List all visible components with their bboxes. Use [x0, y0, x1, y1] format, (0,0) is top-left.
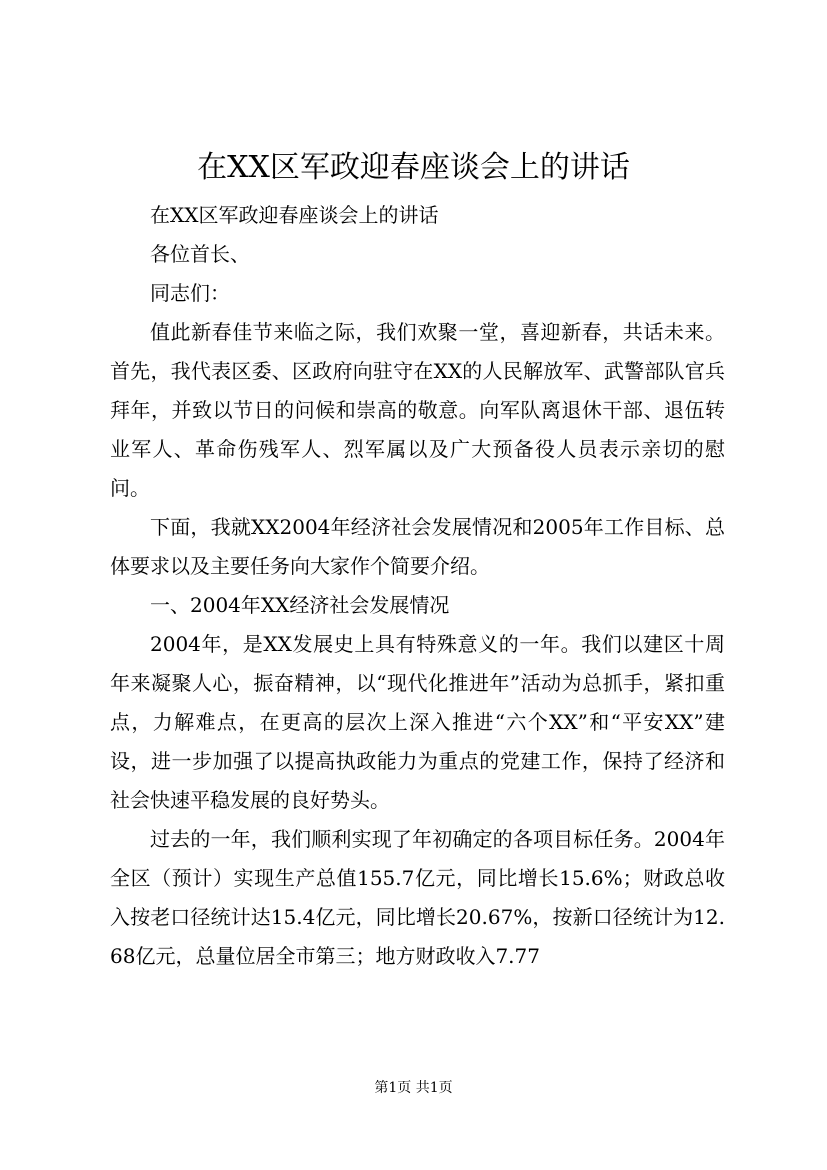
page-footer: 第1页 共1页 — [374, 1080, 453, 1096]
paragraph-salutation-2: 同志们： — [150, 281, 230, 305]
paragraph-subtitle: 在XX区军政迎春座谈会上的讲话 — [150, 203, 439, 227]
section-heading-1: 一、2004年XX经济社会发展情况 — [150, 593, 450, 617]
paragraph-introduction: 下面，我就XX2004年经济社会发展情况和2005年工作目标、总体要求以及主要任务向大家作个简要介绍。 — [110, 515, 725, 578]
paragraph-2004-results: 过去的一年，我们顺利实现了年初确定的各项目标任务。2004年全区（预计）实现生产总值155.7亿元，同比增长15.6%；财政总收入按老口径统计达15.4亿元，同比增长20.67%，按新口径统计为12.68亿元，总量位居全市第三；地方财政收入7.77 — [110, 827, 725, 968]
paragraph-greeting: 值此新春佳节来临之际，我们欢聚一堂，喜迎新春，共话未来。首先，我代表区委、区政府向驻守在XX的人民解放军、武警部队官兵拜年，并致以节日的问候和崇高的敬意。向军队离退休干部、退伍转业军人、革命伤残军人、烈军属以及广大预备役人员表示亲切的慰问。 — [110, 320, 725, 500]
paragraph-salutation-1: 各位首长、 — [150, 242, 250, 266]
paragraph-2004-overview: 2004年，是XX发展史上具有特殊意义的一年。我们以建区十周年来凝聚人心，振奋精神，以“现代化推进年”活动为总抓手，紧扣重点，力解难点，在更高的层次上深入推进“六个XX”和“平安XX”建设，进一步加强了以提高执政能力为重点的党建工作，保持了经济和社会快速平稳发展的良好势头。 — [110, 632, 725, 812]
document-title: 在XX区军政迎春座谈会上的讲话 — [197, 150, 630, 185]
document-body — [110, 196, 725, 976]
